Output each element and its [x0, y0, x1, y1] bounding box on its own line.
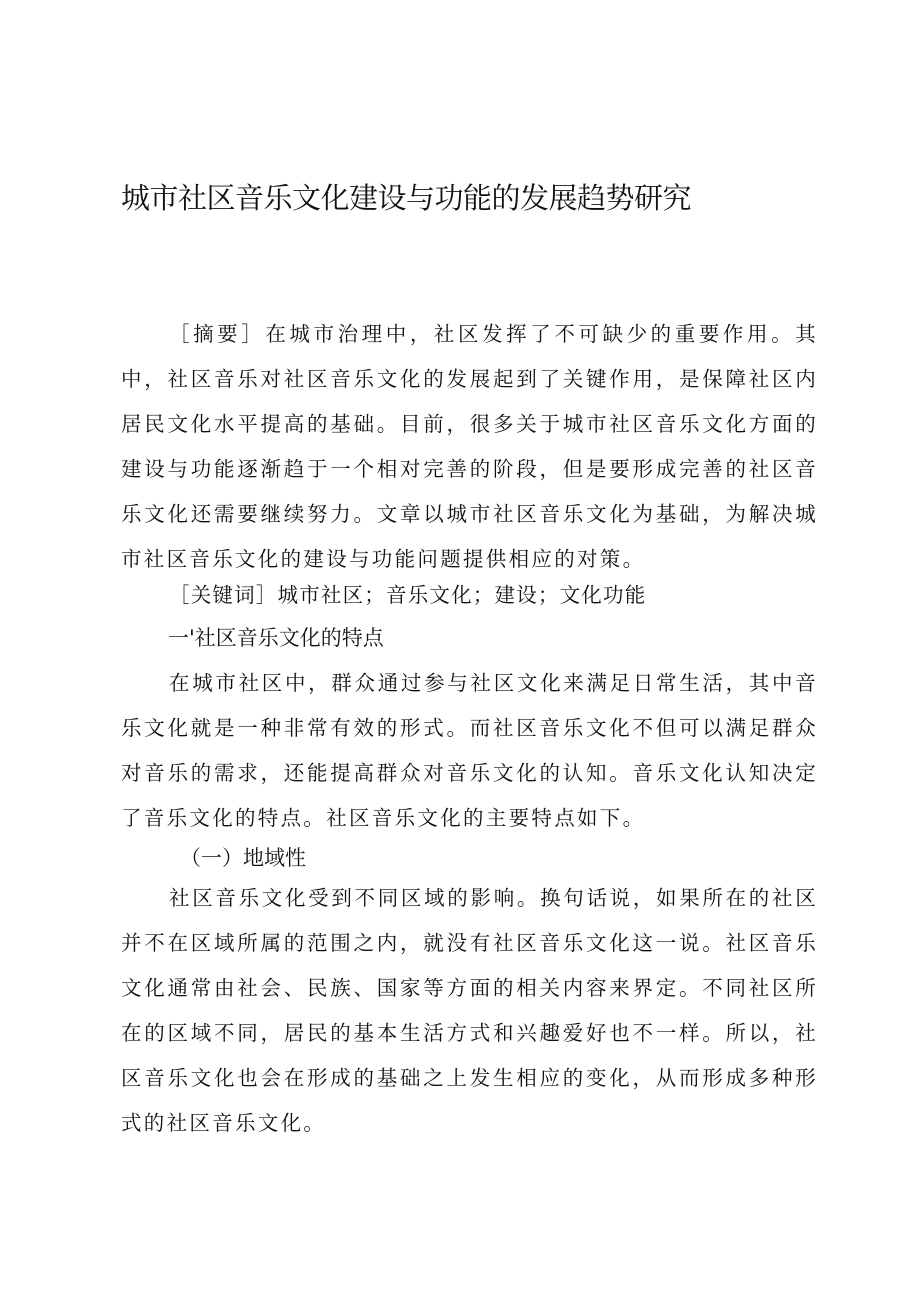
- section-paragraph: 在城市社区中，群众通过参与社区文化来满足日常生活，其中音乐文化就是一种非常有效的形式。而社区音乐文化不但可以满足群众对音乐的需求，还能提高群众对音乐文化的认知。音乐文化认知决定了音乐文化的特点。社区音乐文化的主要特点如下。: [121, 671, 818, 830]
- subsection-heading: （一）地域性: [180, 846, 306, 870]
- abstract-paragraph: ［摘要］在城市治理中，社区发挥了不可缺少的重要作用。其中，社区音乐对社区音乐文化的发展起到了关键作用，是保障社区内居民文化水平提高的基础。目前，很多关于城市社区音乐文化方面的建设与功能逐渐趋于一个相对完善的阶段，但是要形成完善的社区音乐文化还需要继续努力。文章以城市社区音乐文化为基础，为解决城市社区音乐文化的建设与功能问题提供相应的对策。: [121, 322, 818, 571]
- keywords-line: ［关键词］城市社区；音乐文化；建设；文化功能: [169, 583, 647, 607]
- section-heading: 一'社区音乐文化的特点: [168, 626, 384, 650]
- subsection-paragraph: 社区音乐文化受到不同区域的影响。换句话说，如果所在的社区并不在区域所属的范围之内，就没有社区音乐文化这一说。社区音乐文化通常由社会、民族、国家等方面的相关内容来界定。不同社区所在的区域不同，居民的基本生活方式和兴趣爱好也不一样。所以，社区音乐文化也会在形成的基础之上发生相应的变化，从而形成多种形式的社区音乐文化。: [121, 886, 818, 1135]
- document-title: 城市社区音乐文化建设与功能的发展趋势研究: [121, 181, 692, 215]
